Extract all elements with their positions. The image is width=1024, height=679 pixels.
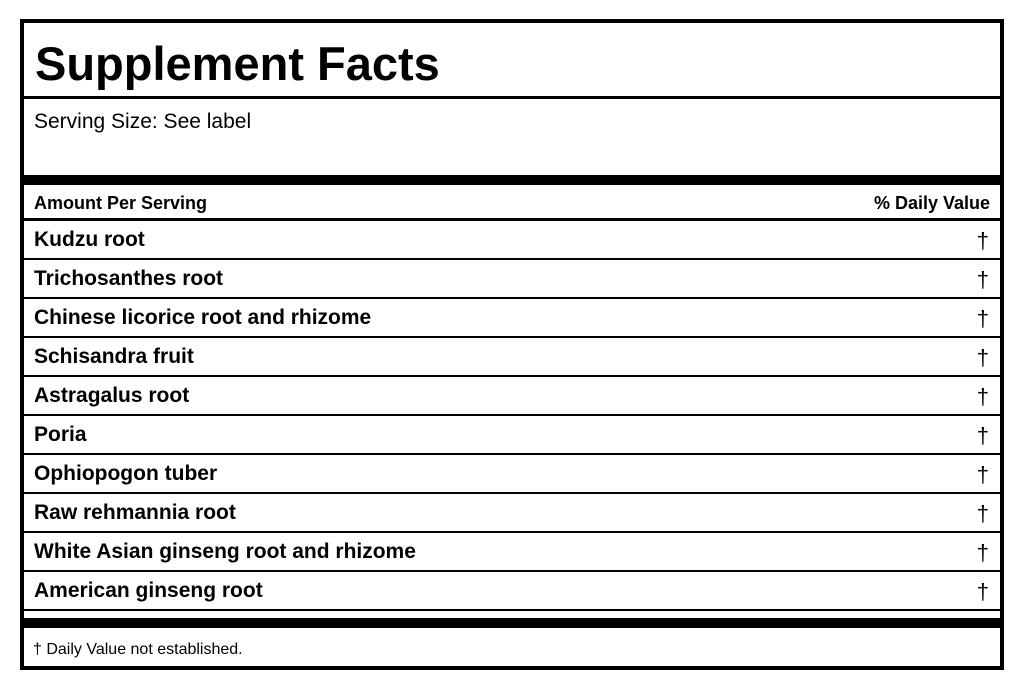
serving-size: Serving Size: See label bbox=[34, 110, 252, 133]
amount-per-serving-label: Amount Per Serving bbox=[34, 193, 208, 213]
ingredient-name: Astragalus root bbox=[34, 384, 190, 407]
daily-value-mark: † bbox=[976, 267, 989, 292]
ingredient-name: Schisandra fruit bbox=[34, 345, 194, 368]
title-section bbox=[24, 23, 1000, 99]
daily-value-header: % Daily Value bbox=[873, 193, 990, 213]
serving-section bbox=[24, 99, 1000, 175]
ingredient-name: White Asian ginseng root and rhizome bbox=[34, 540, 416, 563]
daily-value-mark: † bbox=[976, 462, 989, 487]
ingredient-name: Chinese licorice root and rhizome bbox=[34, 306, 372, 329]
daily-value-mark: † bbox=[976, 384, 989, 409]
footnote-section bbox=[24, 628, 1000, 666]
ingredient-name: Trichosanthes root bbox=[34, 267, 224, 290]
ingredient-name: Poria bbox=[34, 423, 87, 446]
daily-value-mark: † bbox=[976, 540, 989, 565]
ingredient-row bbox=[24, 494, 1000, 533]
ingredient-row bbox=[24, 533, 1000, 572]
ingredient-name: Raw rehmannia root bbox=[34, 501, 236, 524]
amount-header-row bbox=[24, 185, 1000, 221]
thick-divider-bottom bbox=[24, 618, 1000, 628]
daily-value-mark: † bbox=[976, 423, 989, 448]
daily-value-mark: † bbox=[976, 501, 989, 526]
ingredient-row bbox=[24, 260, 1000, 299]
daily-value-mark: † bbox=[976, 345, 989, 370]
ingredient-row bbox=[24, 416, 1000, 455]
footnote: † Daily Value not established. bbox=[33, 641, 243, 658]
thick-divider-top bbox=[24, 175, 1000, 185]
supplement-facts-panel bbox=[20, 19, 1004, 670]
daily-value-mark: † bbox=[976, 579, 989, 604]
daily-value-mark: † bbox=[976, 306, 989, 331]
panel-title: Supplement Facts bbox=[35, 37, 440, 90]
ingredient-row bbox=[24, 377, 1000, 416]
ingredient-row bbox=[24, 338, 1000, 377]
ingredient-name: Ophiopogon tuber bbox=[34, 462, 218, 485]
daily-value-mark: † bbox=[976, 228, 989, 253]
ingredient-row bbox=[24, 299, 1000, 338]
ingredient-list bbox=[24, 221, 1000, 611]
ingredient-row bbox=[24, 221, 1000, 260]
ingredient-row bbox=[24, 455, 1000, 494]
ingredient-row bbox=[24, 572, 1000, 611]
ingredient-name: American ginseng root bbox=[34, 579, 263, 602]
ingredient-name: Kudzu root bbox=[34, 228, 145, 251]
